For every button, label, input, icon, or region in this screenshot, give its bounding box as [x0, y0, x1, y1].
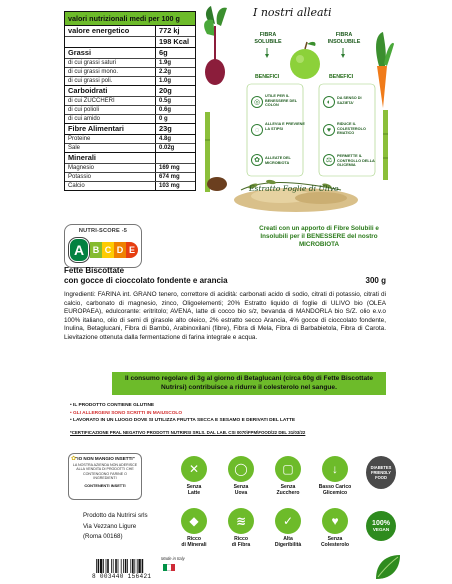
feature-label: Senza Zucchero	[276, 484, 300, 496]
nutrition-row	[65, 59, 195, 68]
senza-zucchero-icon: ▢	[275, 456, 301, 482]
nutrition-row	[65, 48, 195, 59]
feature-label: Ricco di Minerali	[181, 536, 207, 548]
nutri-score-letter: B	[90, 242, 102, 258]
nutrition-row	[65, 182, 195, 190]
product-title	[64, 266, 386, 285]
leaf-decoration-icon	[372, 553, 402, 581]
nutrition-row	[65, 173, 195, 182]
fibra-solubile-label: FIBRA SOLUBILE	[254, 32, 282, 45]
made-in-italy-label: Made in Italy	[161, 556, 185, 561]
nutrition-value: 103 mg	[155, 182, 195, 190]
nutrition-row	[65, 77, 195, 86]
diabetes-friendly-badge: DIABETES FRIENDLY FOOD	[366, 456, 396, 489]
nutrition-row	[65, 26, 195, 37]
nutrition-value: 674 mg	[155, 173, 195, 181]
feature-label: Ricco di Fibra	[231, 536, 251, 548]
nutrition-label: Fibre Alimentari	[68, 124, 124, 133]
panel-title: I nostri alleati	[253, 6, 332, 19]
nutrition-label: Potassio	[68, 174, 92, 180]
badge-title: "IO NON MANGIO INSETTI"	[75, 456, 135, 461]
nutri-score	[64, 224, 142, 268]
nutrition-row	[65, 135, 195, 144]
nutrition-label: Minerali	[68, 153, 96, 162]
product-title-line2: con gocce di cioccolato fondente e arancia	[64, 275, 228, 285]
nutrition-value: 4.8g	[155, 135, 195, 143]
cholesterol-icon: ♥	[323, 124, 335, 136]
ingredients-text: Ingredienti: FARINA int. GRANO tenero, correttore di acidità: carbonati acido di sodio, citrati di potassio, citrati di calcio, carbonato di magnesio, zinco, Oligoelementi; 20% Estratto liquido di foglie di ULIVO bio (OLEA EUROPAEA), edulcorante: eritritolo; AVENA, latte di cocco bio s/z, bevanda di MANDORLA bio S/Z. olio e.v.o 100% italiano, olio di semi di girasole alto oleico, 2% estratto secco Arancia, 4% gocce di cioccolato fondente, Inulina, Betaglucani, Fibra di Bambù, Arabinoxilani (fibre), Fibra di Mela, Fibra di Barbabietola, Fibra di Carota. Lievitazione ottenuta dalla fermentazione di farina integrale e acqua.	[64, 291, 386, 341]
nutrition-value: 1.0g	[155, 77, 195, 85]
glycemia-icon: ⚖	[323, 154, 335, 166]
benefit-colon: UTILE PER IL BENESSERE DEL COLON	[265, 94, 298, 108]
satiety-icon: ◐	[323, 96, 335, 108]
allergen-note: • IL PRODOTTO CONTIENE GLUTINE	[70, 403, 155, 408]
alta-digeribilita-feature	[266, 508, 310, 548]
nutrition-value: 23g	[155, 124, 195, 134]
no-insects-badge	[68, 453, 142, 500]
feature-label: Alta Digeribilità	[274, 536, 302, 548]
flower-icon: ✿	[71, 456, 77, 462]
nutrition-label: di cui ZUCCHERI	[68, 98, 115, 104]
fiber-benefits-panel	[201, 4, 394, 216]
nutrition-label: di cui polioli	[68, 107, 100, 113]
betaglucani-claim: Il consumo regolare di 3g al giorno di Betaglucani (circa 60g di Fette Biscottate Nutrirsi) contribuisce a ridurre il colesterolo nel sangue.	[112, 372, 386, 395]
allergen-note: • GLI ALLERGENI SONO SCRITTI IN MAIUSCOLO	[70, 410, 183, 416]
allergen-notes	[70, 402, 386, 436]
nutrition-value: 2.2g	[155, 68, 195, 76]
nutrition-value	[155, 153, 195, 163]
benefit-microbiota: ALLEATE DEL MICROBIOTA	[265, 156, 291, 165]
nutrition-value: 169 mg	[155, 164, 195, 172]
barcode	[96, 559, 152, 573]
basso-carico-glicemico-feature	[313, 456, 357, 496]
nutrition-row	[65, 86, 195, 97]
producer-line-3: (Roma 00168)	[83, 533, 123, 541]
nutrition-value: 0.6g	[155, 106, 195, 114]
italy-flag-icon	[163, 564, 175, 571]
badge-footer: CONTENENTI INSETTI	[84, 482, 126, 488]
nutrition-label: di cui grassi poli.	[68, 78, 113, 84]
basso-carico-glicemico-icon: ↓	[322, 456, 348, 482]
nutrition-row	[65, 124, 195, 135]
certification-text: *CERTIFICAZIONE PRAL NEGATIVO PRODOTTI NUTRIRSI SRLS. DAL LAB. CSI 0070\FPM\FOOD\22 DEL 31/03/22	[70, 429, 306, 435]
nutrition-row	[65, 153, 195, 164]
senza-latte-feature	[172, 456, 216, 496]
vegan-percent: 100%	[372, 520, 390, 527]
nutri-score-letter: A	[69, 238, 89, 262]
nutrition-label: di cui grassi mono.	[68, 69, 119, 75]
nutrition-label: Proteine	[68, 136, 91, 142]
nutrition-rows	[65, 26, 195, 190]
nutrition-value: 0 g	[155, 115, 195, 123]
nutrition-label	[65, 37, 155, 47]
nutrition-label: valore energetico	[68, 26, 130, 35]
senza-latte-icon: ✕	[181, 456, 207, 482]
ricco-di-minerali-icon: ◆	[181, 508, 207, 534]
nutrition-value: 0.02g	[155, 144, 195, 152]
nutrition-value: 1.9g	[155, 59, 195, 67]
nutrition-label: di cui grassi saturi	[68, 60, 117, 66]
feature-label: Senza Uova	[233, 484, 249, 496]
nutri-score-bar	[69, 238, 141, 262]
senza-colesterolo-icon: ♥	[322, 508, 348, 534]
nutrition-label: Grassi	[68, 48, 92, 57]
nutrition-table	[64, 11, 196, 191]
nutrition-row	[65, 115, 195, 124]
stipsi-icon: ◌	[251, 124, 263, 136]
nutri-score-letter: C	[102, 242, 114, 258]
nutrition-label: Magnesio	[68, 165, 95, 171]
producer-info	[83, 511, 148, 543]
nutrition-row	[65, 97, 195, 106]
feature-label: Senza Latte	[186, 484, 202, 496]
nutri-score-letter: D	[114, 242, 126, 258]
senza-uova-icon: ◯	[228, 456, 254, 482]
benefit-satiety: DA SENSO DI SAZIETA'	[337, 96, 362, 105]
ricco-di-minerali-feature	[172, 508, 216, 548]
nutrition-label: Sale	[68, 145, 81, 151]
nutrition-label: Carboidrati	[68, 86, 108, 95]
nutrition-value: 20g	[155, 86, 195, 96]
nutrition-row	[65, 106, 195, 115]
fibra-insolubile-label: FIBRA INSOLUBILE	[327, 32, 361, 45]
alta-digeribilita-icon: ✓	[275, 508, 301, 534]
producer-line-2: Via Vezzano Ligure	[83, 522, 137, 530]
nutrition-value: 0.5g	[155, 97, 195, 105]
ricco-di-fibra-icon: ≋	[228, 508, 254, 534]
feature-label: Basso Carico Glicemico	[318, 484, 352, 496]
badge-body: LA NOSTRA AZIENDA NON ADERISCE ALLA VENDITA DI PRODOTTI CHE CONTENGONO FARINE O INGREDIENTI	[72, 463, 138, 481]
notes-list	[70, 402, 386, 425]
nutri-score-letter: E	[126, 242, 138, 258]
colon-icon: ◎	[251, 96, 263, 108]
nutrition-label: di cui amido	[68, 116, 101, 122]
benefici-left-label: BENEFICI	[255, 74, 280, 80]
producer-line-1: Prodotto da Nutrirsi srls	[83, 512, 148, 519]
senza-uova-feature	[219, 456, 263, 496]
promo-callout: Creati con un apporto di Fibre Solubili e Insolubili per il BENESSERE del nostro MICROBIOTA	[259, 225, 379, 249]
nutrition-row	[65, 164, 195, 173]
nutri-score-title: NUTRI-SCORE -5	[78, 228, 128, 234]
feature-label: Senza Colesterolo	[320, 536, 350, 548]
senza-zucchero-feature	[266, 456, 310, 496]
nutrition-header: valori nutrizionali medi per 100 g	[65, 12, 195, 26]
product-weight: 300 g	[365, 275, 386, 285]
microbiota-icon: ✿	[251, 154, 263, 166]
product-title-line1: Fette Biscottate	[64, 266, 125, 275]
ricco-di-fibra-feature	[219, 508, 263, 548]
nutrition-value: 6g	[155, 48, 195, 58]
vegan-label: VEGAN	[372, 527, 390, 532]
nutrition-label: Calcio	[68, 183, 85, 189]
estratto-foglie-ulivo: Estratto Foglie di Ulivo	[249, 184, 339, 193]
barcode-number: 8 003440 156421	[92, 573, 152, 580]
vegan-badge	[366, 511, 396, 541]
benefit-cholesterol: RIDUCE IL COLESTEROLO EMATICO	[337, 122, 366, 136]
nutrition-row	[65, 144, 195, 153]
benefici-right-label: BENEFICI	[329, 74, 354, 80]
nutrition-value: 198 Kcal	[155, 37, 195, 47]
benefit-glycemia: PERMETTE IL CONTROLLO DELLA GLICEMIA	[337, 154, 375, 168]
allergen-note: • LAVORATO IN UN LUOGO DOVE SI UTILIZZA FRUTTA SECCA E SESAMO E DERIVATI DEL LATTE	[70, 418, 296, 424]
benefit-stipsi: ALLEVIA E PREVIENE LA STIPSI	[265, 122, 305, 131]
nutrition-value: 772 kj	[155, 26, 195, 36]
senza-colesterolo-feature	[313, 508, 357, 548]
nutrition-row	[65, 37, 195, 48]
nutrition-row	[65, 68, 195, 77]
